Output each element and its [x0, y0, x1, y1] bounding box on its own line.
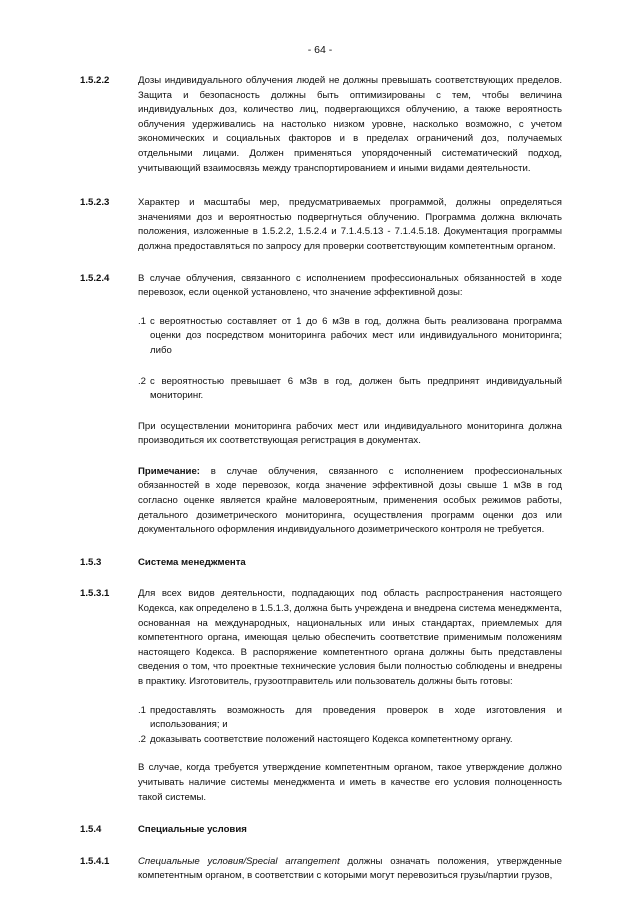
section-1-5-2-3	[80, 196, 562, 254]
list-marker: .1	[138, 315, 147, 327]
note-text: в случае облучения, связанного с исполнением профессиональных обязанностей в ходе перевозок, когда значение эффективной дозы свыше 1 мЗв в год согласно оценке является крайне маловероятным, применения особых режимов работы, детального дозиметрического мониторинга, осуществления программ оценки доз или документального оформления индивидуального дозиметрического контроля не требуется.	[138, 465, 562, 536]
term-italic: Специальные условия/Special arrangement	[138, 855, 340, 867]
list-item	[138, 315, 562, 359]
section-1-5-4-1	[80, 855, 562, 884]
section-number: 1.5.4	[80, 824, 102, 836]
section-heading: Система менеджмента	[138, 556, 246, 568]
note-label: Примечание:	[138, 465, 200, 477]
list-item	[138, 375, 562, 404]
section-text: Для всех видов деятельности, подпадающих под область распространения настоящего Кодекса, как определено в 1.5.1.3, должна быть учреждена и внедрена система менеджмента, основанная на международных, национальных или иных стандартах, приемлемых для компетентного органа, имеющая целью обеспечить соответствие применимым положениям настоящего Кодекса. В распоряжение компетентного органа должны быть представлены сведения о том, что проектные технические условия были полностью соблюдены и внедрены в практику. Изготовитель, грузоотправитель или пользователь должны быть готовы:	[138, 588, 562, 687]
note	[138, 465, 562, 538]
list-text: с вероятностью составляет от 1 до 6 мЗв в год, должна быть реализована программа оценки доз посредством мониторинга рабочих мест или индивидуального мониторинга; либо	[150, 315, 562, 356]
list-marker: .1	[138, 704, 147, 716]
section-intro: В случае облучения, связанного с исполнением профессиональных обязанностей в ходе перевозок, если оценкой установлено, что значение эффективной дозы:	[138, 272, 562, 299]
document-body	[80, 74, 562, 884]
term-definition: должны означать положения, утвержденные компетентным органом, в соответствии с которыми могут перевозиться грузы/партии грузов,	[138, 855, 562, 882]
section-1-5-3	[80, 556, 562, 571]
section-number: 1.5.2.4	[80, 272, 110, 284]
section-heading: Специальные условия	[138, 824, 247, 836]
section-1-5-2-2	[80, 74, 562, 176]
section-1-5-3-1	[80, 587, 562, 805]
section-number: 1.5.3.1	[80, 588, 110, 600]
page-number: - 64 -	[307, 44, 333, 56]
section-1-5-2-4	[80, 272, 562, 538]
list-item	[138, 704, 562, 733]
list-text: предоставлять возможность для проведения проверок в ходе изготовления и использования; и	[150, 704, 562, 731]
section-number: 1.5.2.2	[80, 75, 110, 86]
section-text: Характер и масштабы мер, предусматриваемых программой, должны определяться значениями доз и вероятностью подвергнуться облучению. Программа должна включать положения, изложенные в 1.5.2.2, 1.5.2.4 и 7.1.4.5.13 - 7.1.4.5.18. Документация программы должна предоставляться по запросу для проверки соответствующим компетентным органом.	[138, 197, 562, 252]
section-paragraph: В случае, когда требуется утверждение компетентным органом, такое утверждение должно учитывать наличие системы менеджмента и иметь в качестве его условия полноценность такой системы.	[138, 762, 562, 803]
list-text: с вероятностью превышает 6 мЗв в год, должен быть предпринят индивидуальный мониторинг.	[150, 375, 562, 402]
list-text: доказывать соответствие положений настоящего Кодекса компетентному органу.	[150, 733, 513, 745]
section-text: Дозы индивидуального облучения людей не должны превышать соответствующих пределов. Защита и безопасность должны быть оптимизированы с тем, чтобы величина индивидуальных доз, количество лиц, подвергающихся облучению, а также вероятность облучения удерживались на настолько низком уровне, насколько возможно, с учетом экономических и социальных факторов и в пределах ограничений доз, получаемых отдельными лицами. Должен применяться упорядоченный систематический подход, учитывающий взаимосвязь между транспортированием и иными видами деятельности.	[138, 75, 562, 174]
section-number: 1.5.3	[80, 556, 102, 568]
section-1-5-4	[80, 823, 562, 838]
section-number: 1.5.2.3	[80, 197, 110, 209]
list-marker: .2	[138, 375, 147, 387]
list-marker: .2	[138, 733, 147, 745]
list-item	[138, 733, 562, 748]
section-number: 1.5.4.1	[80, 855, 110, 867]
section-text	[138, 855, 562, 884]
section-paragraph: При осуществлении мониторинга рабочих мест или индивидуального мониторинга должна производиться их соответствующая регистрация в документах.	[138, 420, 562, 447]
